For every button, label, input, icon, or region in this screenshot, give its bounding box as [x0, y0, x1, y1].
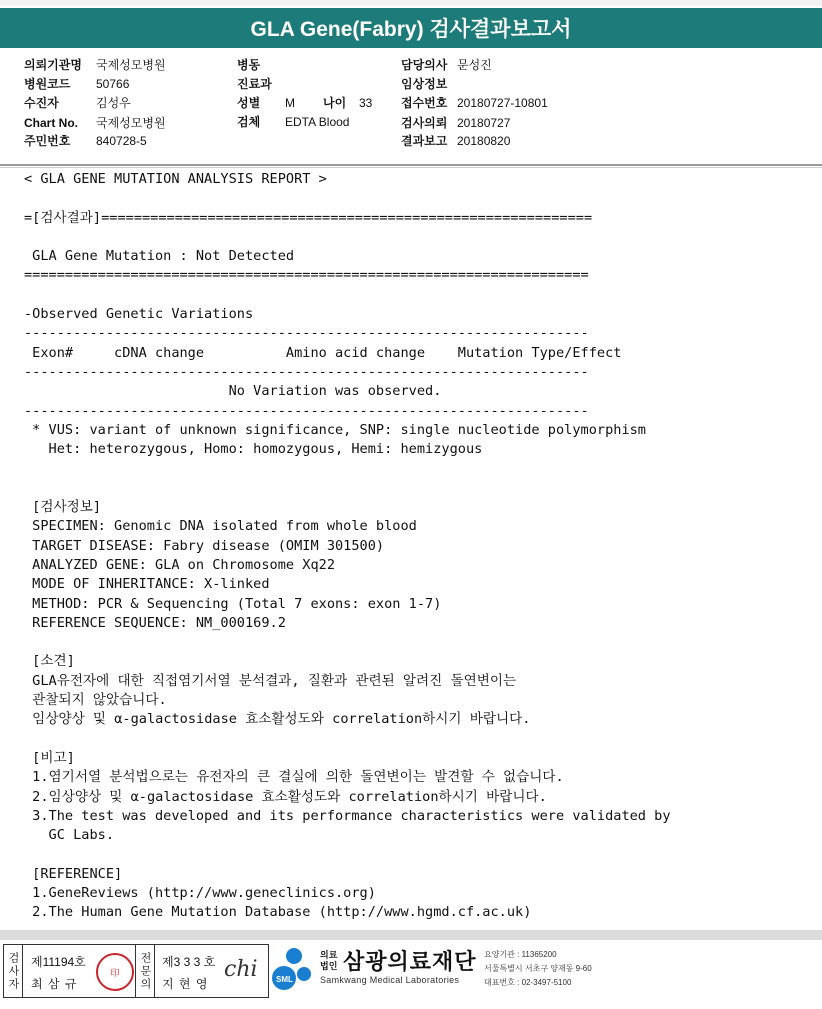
header-row-report-date: [401, 132, 510, 150]
report-line: [24, 633, 814, 652]
org-address: 서울특별시 서초구 양재동 9-60: [484, 964, 592, 973]
report-line: Exon# cDNA change Amino acid change Mutation Type/Effect: [24, 344, 622, 361]
top-strip: [0, 0, 822, 6]
ward-label: 병동: [237, 58, 261, 72]
report-line: GC Labs.: [24, 827, 115, 844]
signature-box: [3, 944, 269, 998]
report-line: 2.임상양상 및 α-galactosidase 효소활성도와 correlation하시기 바랍니다.: [24, 788, 547, 805]
org-info: [484, 948, 592, 990]
header-row-institution: [24, 56, 166, 74]
age-value: 33: [359, 96, 373, 110]
report-date-label: 결과보고: [401, 134, 448, 148]
report-line: ---------------------------------------------------------------------: [24, 402, 589, 419]
specialist-label: 전문의: [135, 945, 155, 997]
sex-value: M: [285, 96, 295, 110]
report-title: GLA Gene(Fabry) 검사결과보고서: [0, 8, 822, 48]
patient-header: [0, 52, 822, 162]
report-line: GLA유전자에 대한 직접염기서열 분석결과, 질환과 관련된 알려진 돌연변이는: [24, 672, 517, 689]
chart-no-label: Chart No.: [24, 116, 78, 130]
org-code: 요양기관 : 11365200: [484, 950, 557, 959]
doctor-value: 문성진: [457, 58, 492, 72]
institution-value: 국제성모병원: [96, 58, 166, 72]
report-line: [24, 459, 814, 478]
report-line: [REFERENCE]: [24, 865, 123, 882]
specialist-signature: chi: [224, 957, 258, 982]
seal-text: 印: [110, 967, 120, 978]
report-line: [비고]: [24, 749, 75, 766]
report-line: [24, 286, 814, 305]
org-type: 의료 법인: [320, 950, 338, 971]
header-row-patient: [24, 94, 131, 112]
chart-no-value: 국제성모병원: [96, 116, 166, 130]
report-line: [24, 730, 814, 749]
header-row-receipt-no: [401, 94, 548, 112]
doctor-label: 담당의사: [401, 58, 448, 72]
report-line: -Observed Genetic Variations: [24, 306, 254, 323]
dept-label: 진료과: [237, 77, 272, 91]
request-date-label: 검사의뢰: [401, 116, 448, 130]
age-label: 나이: [323, 96, 347, 110]
patient-value: 김성우: [96, 96, 131, 110]
report-line: 1.GeneReviews (http://www.geneclinics.org): [24, 884, 376, 901]
sml-logo-icon: [272, 946, 314, 992]
report-line: [소견]: [24, 653, 75, 670]
report-line: 관찰되지 않았습니다.: [24, 692, 167, 709]
report-line: [24, 479, 814, 498]
specimen-value: EDTA Blood: [285, 115, 350, 129]
header-row-specimen: [237, 113, 349, 131]
report-line: =====================================================================: [24, 267, 589, 284]
institution-label: 의뢰기관명: [24, 58, 82, 72]
resident-no-label: 주민번호: [24, 134, 71, 148]
org-name: 삼광의료재단: [343, 949, 477, 974]
header-row-ward: [237, 56, 264, 74]
receipt-no-value: 20180727-10801: [457, 96, 548, 110]
header-row-request-date: [401, 114, 510, 132]
report-line: < GLA GENE MUTATION ANALYSIS REPORT >: [24, 171, 327, 187]
report-line: =[검사결과]============================================================: [24, 209, 593, 226]
inspector-name: 최 삼 규: [31, 977, 78, 991]
header-row-dept: [237, 75, 276, 93]
report-line: [검사정보]: [24, 499, 102, 516]
resident-no-value: 840728-5: [96, 134, 147, 148]
inspector-license: 제11194호: [31, 955, 86, 969]
report-line: 3.The test was developed and its performance characteristics were validated by: [24, 807, 671, 824]
header-row-chart-no: [24, 114, 166, 132]
report-date-value: 20180820: [457, 134, 511, 148]
report-body: [24, 170, 814, 923]
report-line: ---------------------------------------------------------------------: [24, 363, 589, 380]
hospital-code-value: 50766: [96, 77, 130, 91]
inspector-label: 검사자: [4, 945, 23, 997]
footer-divider: [0, 930, 822, 940]
header-divider-light: [0, 167, 822, 168]
report-line: 2.The Human Gene Mutation Database (http://www.hgmd.cf.ac.uk): [24, 904, 532, 921]
org-english-name: Samkwang Medical Laboratories: [320, 975, 460, 985]
report-line: SPECIMEN: Genomic DNA isolated from whole blood: [24, 518, 417, 535]
header-row-sex-age: [237, 94, 372, 112]
header-row-resident-no: [24, 132, 147, 150]
header-row-clinical-info: [401, 75, 457, 93]
inspector-seal: [96, 953, 134, 991]
clinical-info-label: 임상정보: [401, 77, 448, 91]
report-line: Het: heterozygous, Homo: homozygous, Hemi: hemizygous: [24, 441, 483, 458]
specialist-name: 지 현 영: [162, 977, 209, 991]
sex-label: 성별: [237, 96, 261, 110]
report-line: 임상양상 및 α-galactosidase 효소활성도와 correlation하시기 바랍니다.: [24, 711, 531, 728]
report-line: [24, 845, 814, 864]
report-line: ---------------------------------------------------------------------: [24, 325, 589, 342]
receipt-no-label: 접수번호: [401, 96, 448, 110]
header-row-doctor: [401, 56, 492, 74]
report-line: * VUS: variant of unknown significance, SNP: single nucleotide polymorphism: [24, 421, 646, 438]
report-line: No Variation was observed.: [24, 383, 442, 400]
report-line: TARGET DISEASE: Fabry disease (OMIM 301500): [24, 537, 385, 554]
request-date-value: 20180727: [457, 116, 511, 130]
specialist-license: 제3 3 3 호: [162, 955, 216, 969]
report-line: [24, 189, 814, 208]
report-line: MODE OF INHERITANCE: X-linked: [24, 576, 270, 593]
logo-text: SML: [276, 975, 293, 984]
report-line: GLA Gene Mutation : Not Detected: [24, 248, 295, 265]
header-divider: [0, 164, 822, 166]
header-row-hospital-code: [24, 75, 129, 93]
specimen-label: 검체: [237, 115, 261, 129]
hospital-code-label: 병원코드: [24, 77, 71, 91]
org-phone: 대표번호 : 02-3497-5100: [484, 978, 572, 987]
report-line: 1.염기서열 분석법으로는 유전자의 큰 결실에 의한 돌연변이는 발견할 수 없습니다.: [24, 769, 564, 786]
patient-label: 수진자: [24, 96, 59, 110]
report-line: METHOD: PCR & Sequencing (Total 7 exons: exon 1-7): [24, 595, 442, 612]
report-line: REFERENCE SEQUENCE: NM_000169.2: [24, 614, 286, 631]
report-line: [24, 228, 814, 247]
report-line: ANALYZED GENE: GLA on Chromosome Xq22: [24, 556, 335, 573]
